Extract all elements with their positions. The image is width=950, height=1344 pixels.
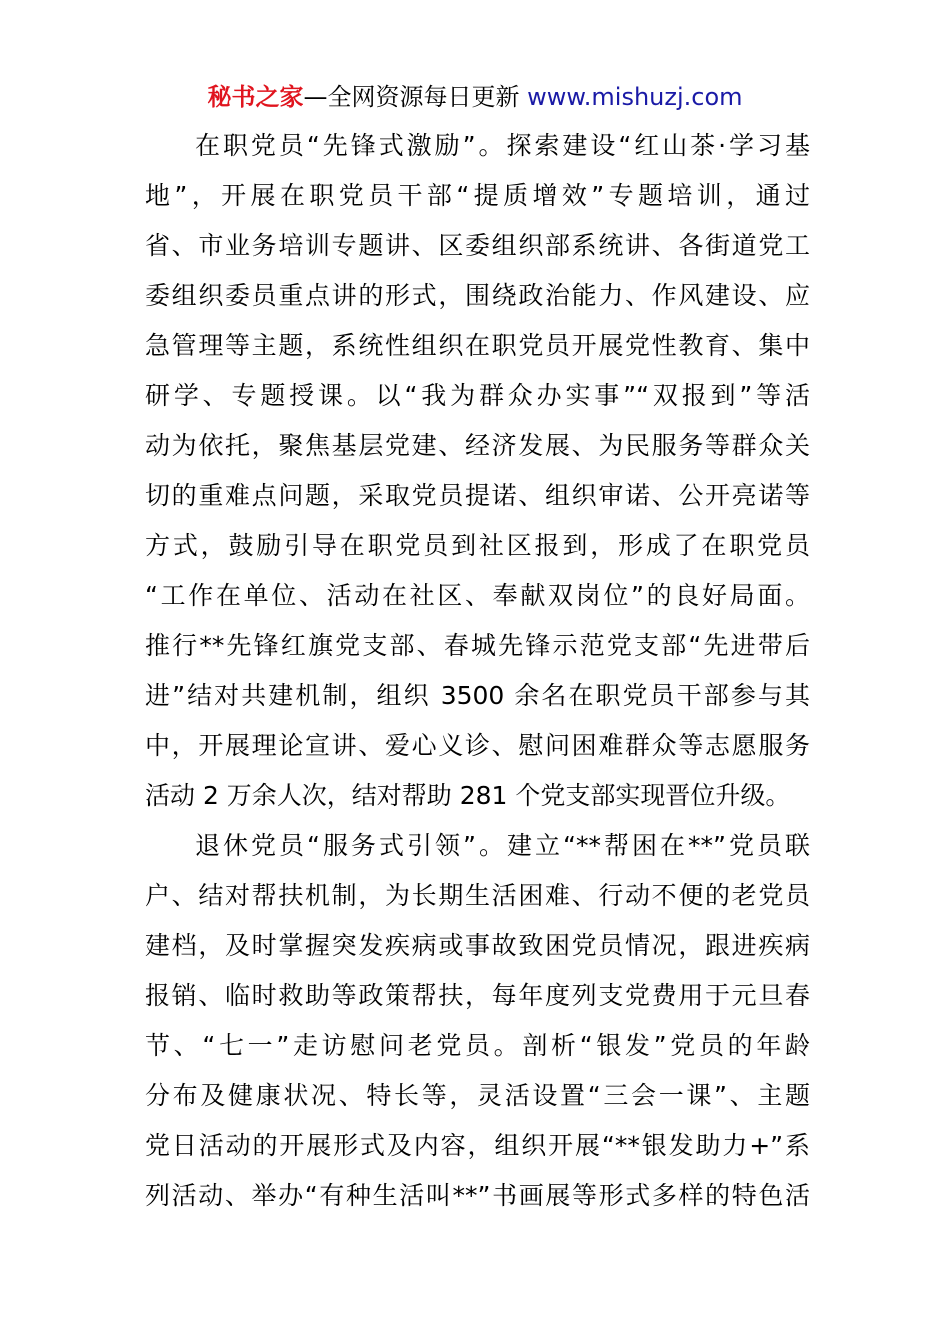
site-tagline: —全网资源每日更新 xyxy=(303,83,528,111)
text-line: 中，开展理论宣讲、爱心义诊、慰问困难群众等志愿服务 xyxy=(145,731,810,760)
text-line: 急管理等主题，系统性组织在职党员开展党性教育、集中 xyxy=(145,331,810,360)
text-line: 退休党员“服务式引领”。建立“**帮困在**”党员联 xyxy=(195,831,810,860)
text-line: 委组织委员重点讲的形式，围绕政治能力、作风建设、应 xyxy=(145,281,810,310)
text-line: “工作在单位、活动在社区、奉献双岗位”的良好局面。 xyxy=(145,581,810,610)
site-brand: 秘书之家 xyxy=(207,83,304,111)
text-line: 进”结对共建机制，组织 3500 余名在职党员干部参与其 xyxy=(145,681,810,710)
text-line: 党日活动的开展形式及内容，组织开展“**银发助力+”系 xyxy=(145,1131,810,1160)
text-line: 建档，及时掌握突发疾病或事故致困党员情况，跟进疾病 xyxy=(145,931,810,960)
document-body xyxy=(145,121,810,1221)
text-line: 在职党员“先锋式激励”。探索建设“红山茶·学习基 xyxy=(195,131,810,160)
site-header xyxy=(0,80,950,114)
text-line: 地”，开展在职党员干部“提质增效”专题培训，通过 xyxy=(145,181,810,210)
text-line: 研学、专题授课。以“我为群众办实事”“双报到”等活 xyxy=(145,381,810,410)
text-line: 报销、临时救助等政策帮扶，每年度列支党费用于元旦春 xyxy=(145,981,810,1010)
text-line: 活动 2 万余人次，结对帮助 281 个党支部实现晋位升级。 xyxy=(145,781,791,810)
text-line: 列活动、举办“有种生活叫**”书画展等形式多样的特色活 xyxy=(145,1181,810,1210)
text-line: 省、市业务培训专题讲、区委组织部系统讲、各街道党工 xyxy=(145,231,810,260)
text-line: 推行**先锋红旗党支部、春城先锋示范党支部“先进带后 xyxy=(145,631,810,660)
text-line: 户、结对帮扶机制，为长期生活困难、行动不便的老党员 xyxy=(145,881,810,910)
text-line: 切的重难点问题，采取党员提诺、组织审诺、公开亮诺等 xyxy=(145,481,810,510)
text-line: 节、“七一”走访慰问老党员。剖析“银发”党员的年龄 xyxy=(145,1031,810,1060)
text-line: 分布及健康状况、特长等，灵活设置“三会一课”、主题 xyxy=(145,1081,810,1110)
paragraph-active-members xyxy=(145,121,810,821)
text-line: 方式，鼓励引导在职党员到社区报到，形成了在职党员 xyxy=(145,531,810,560)
paragraph-retired-members xyxy=(145,821,810,1221)
site-url-link[interactable]: www.mishuzj.com xyxy=(527,83,743,111)
text-line: 动为依托，聚焦基层党建、经济发展、为民服务等群众关 xyxy=(145,431,810,460)
